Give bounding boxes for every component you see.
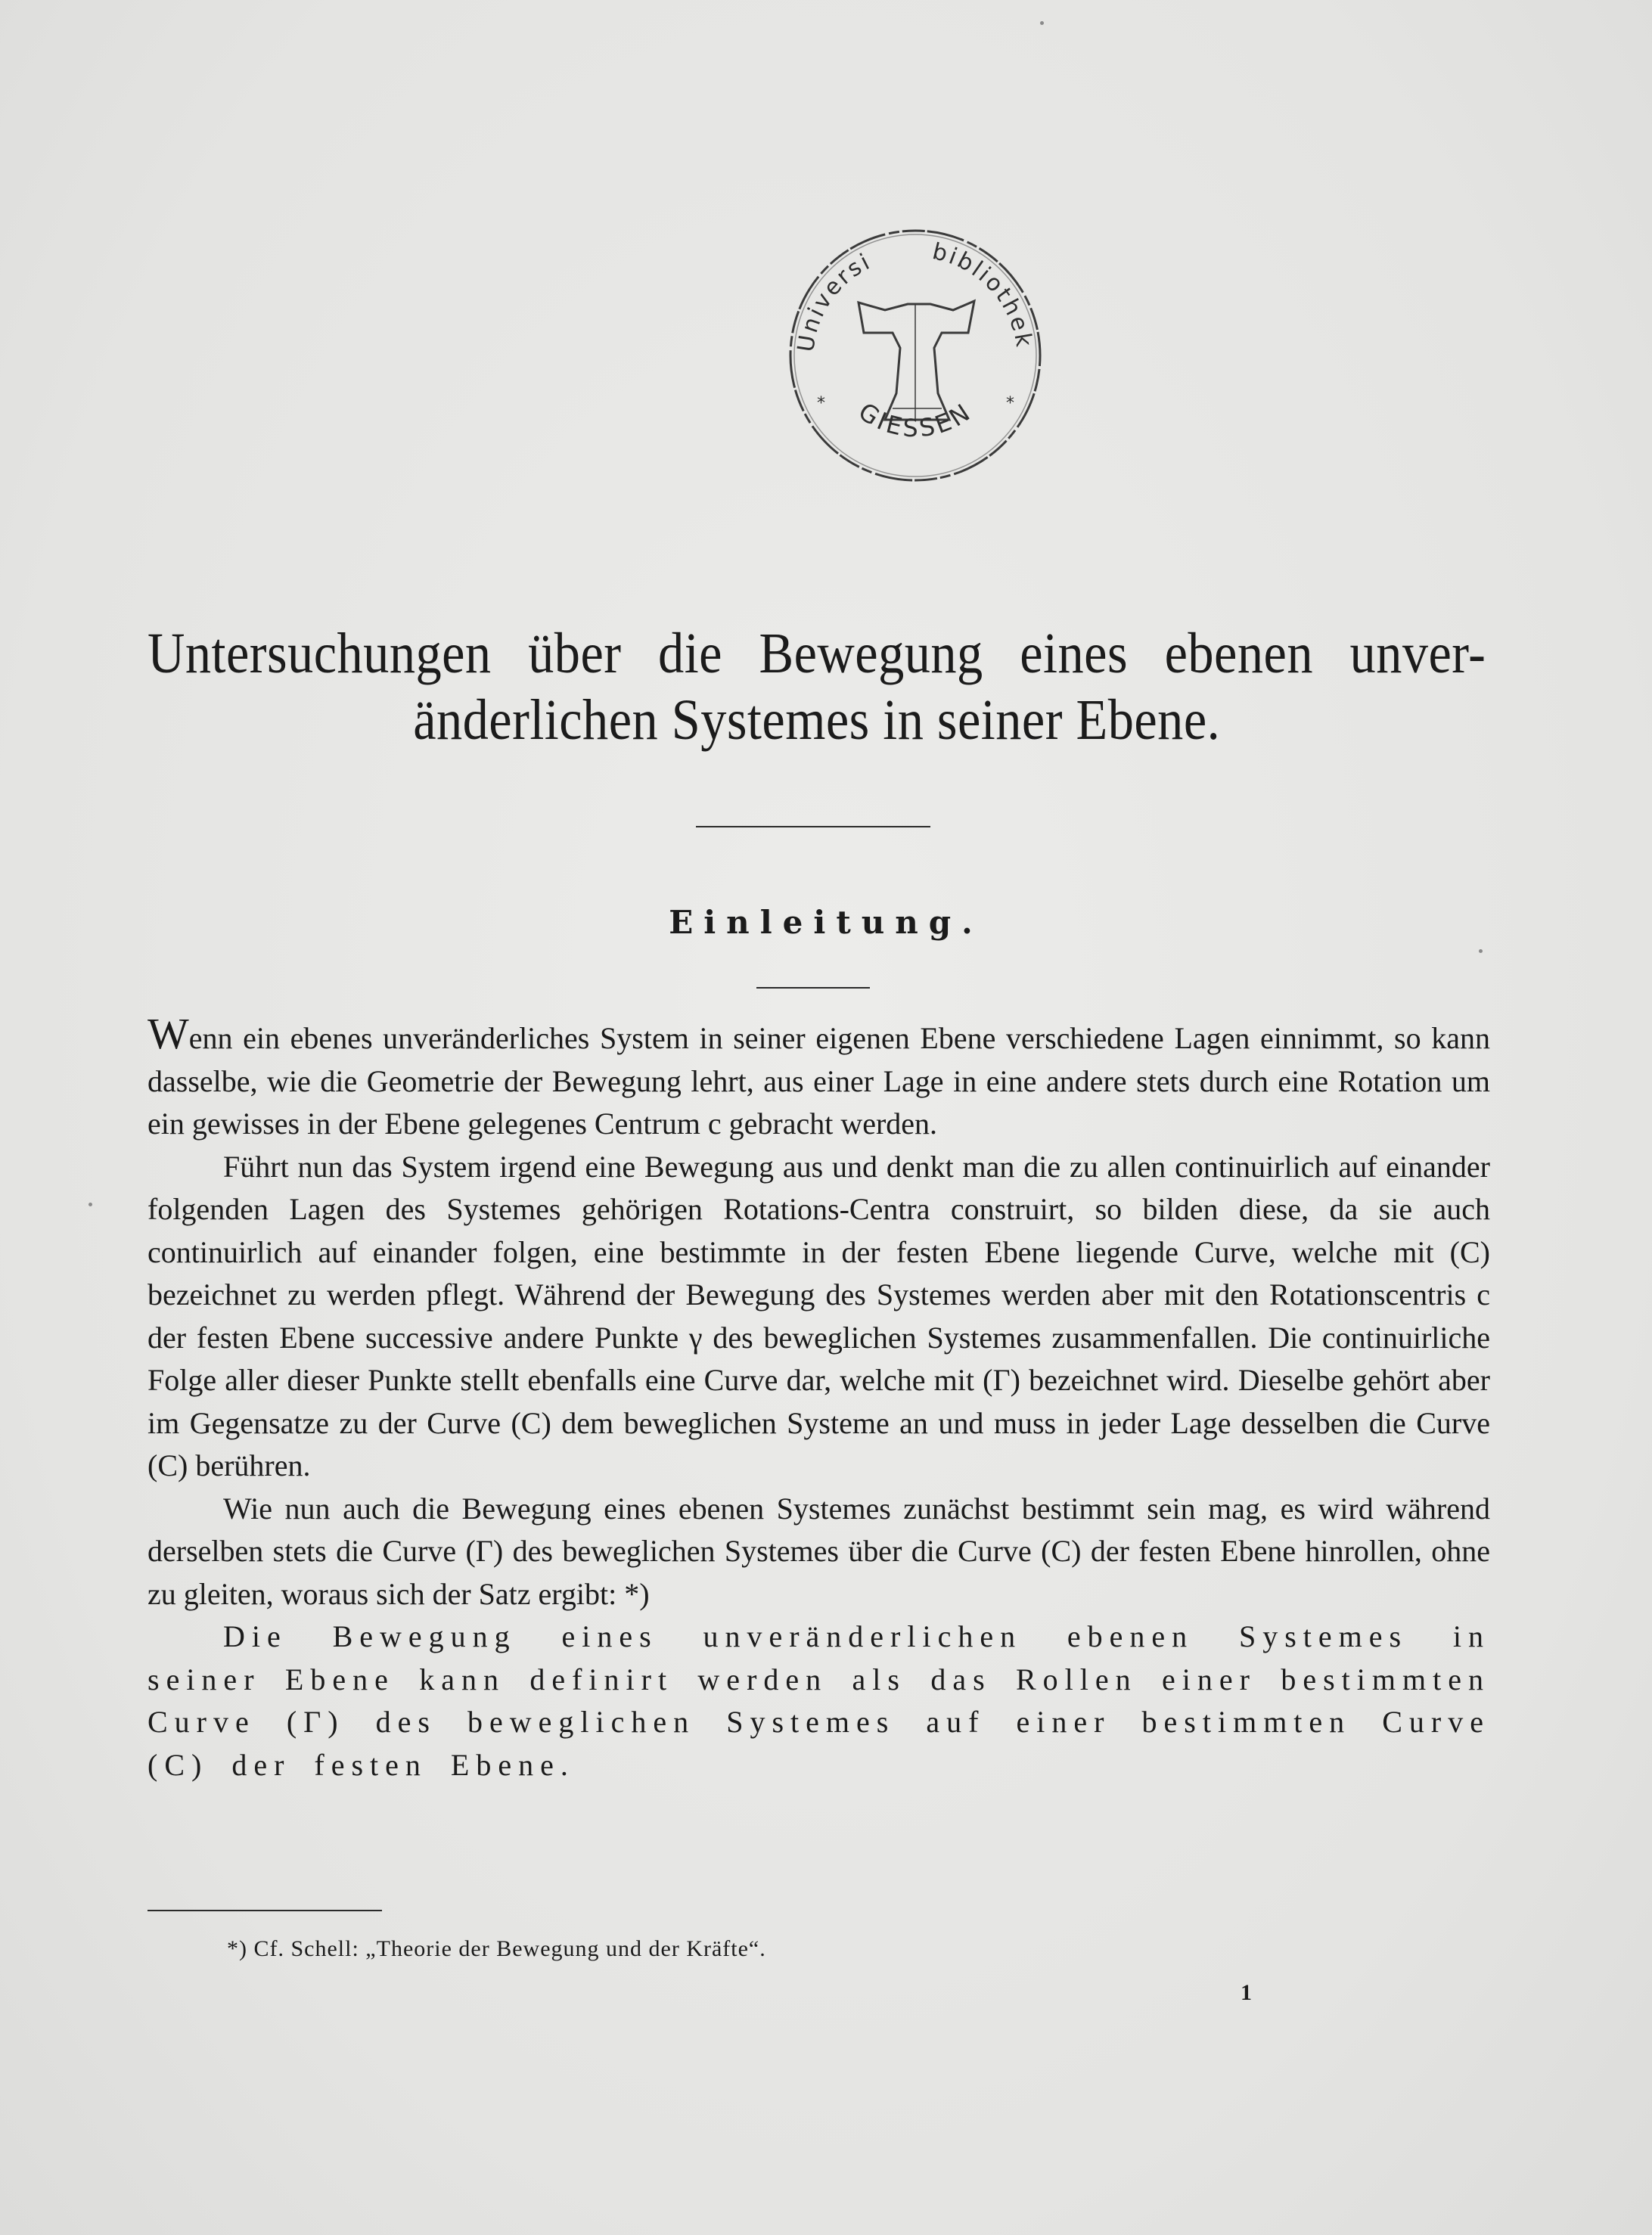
stamp-star-right: * — [1006, 394, 1014, 413]
paper-speck — [1479, 949, 1483, 953]
title-line-1: Untersuchungen über die Bewegung eines ebenen unver- — [148, 622, 1486, 685]
paragraph-1 — [148, 1009, 1490, 1146]
divider-rule-short — [756, 987, 870, 989]
page-title — [148, 620, 1486, 753]
paragraph-theorem: Die Bewegung eines unveränderlichen ebenen Systemes in seiner Ebene kann definirt werden als das Rollen einer bestimmten Curve (Γ) des beweglichen Systemes auf einer bestimmten Curve (C) der festen Ebene. — [148, 1619, 1490, 1782]
paragraph-3: Wie nun auch die Bewegung eines ebenen Systemes zunächst bestimmt sein mag, es wird während derselben stets die Curve (Γ) des beweglichen Systemes über die Curve (C) der festen Ebene hinrollen, ohne zu gleiten, woraus sich der Satz ergibt: *) — [148, 1491, 1490, 1611]
footnote-rule — [148, 1910, 382, 1911]
divider-rule — [696, 826, 930, 827]
paragraph-1-text: enn ein ebenes unveränderliches System in seiner eigenen Ebene verschiedene Lagen einnimmt, so kann dasselbe, wie die Geometrie der Bewegung lehrt, aus einer Lage in eine andere stets durch eine Rotation um ein gewisses in der Ebene gelegenes Centrum c gebracht werden. — [148, 1021, 1490, 1141]
stamp-ring-text-left: Universi — [793, 247, 876, 354]
paper-speck — [1040, 21, 1044, 25]
initial-letter: W — [148, 1009, 189, 1058]
stamp-ring-text-right: bibliothek — [930, 237, 1038, 351]
paragraph-2: Führt nun das System irgend eine Bewegung aus und denkt man die zu allen continuirlich auf einander folgenden Lagen des Systemes gehörigen Rotations-Centra construirt, so bilden diese, da sie auch continuirlich auf einander folgen, eine bestimmte in der festen Ebene liegende Curve, welche mit (C) bezeichnet zu werden pflegt. Während der Bewegung des Systemes werden aber mit den Rotationscentris c der festen Ebene successive andere Punkte γ des beweglichen Systemes zusammenfallen. Die continuirliche Folge aller dieser Punkte stellt ebenfalls eine Curve dar, welche mit (Γ) bezeichnet wird. Dieselbe gehört aber im Gegensatze zu der Curve (C) dem beweglichen Systeme an und muss in jeder Lage desselben die Curve (C) berühren. — [148, 1149, 1490, 1482]
page-number: 1 — [1241, 1980, 1252, 2005]
stamp-star-left: * — [817, 394, 825, 413]
library-stamp — [779, 219, 1051, 492]
stamp-ring-text-bottom: GIESSEN — [853, 396, 978, 443]
svg-text:Universi — [793, 248, 876, 354]
main-text — [148, 1009, 1490, 1786]
footnote: *) Cf. Schell: „Theorie der Bewegung und der Kräfte“. — [227, 1936, 766, 1961]
paper-speck — [88, 1203, 92, 1206]
title-line-2: änderlichen Systemes in seiner Ebene. — [413, 688, 1221, 752]
section-heading: Einleitung. — [669, 904, 983, 941]
